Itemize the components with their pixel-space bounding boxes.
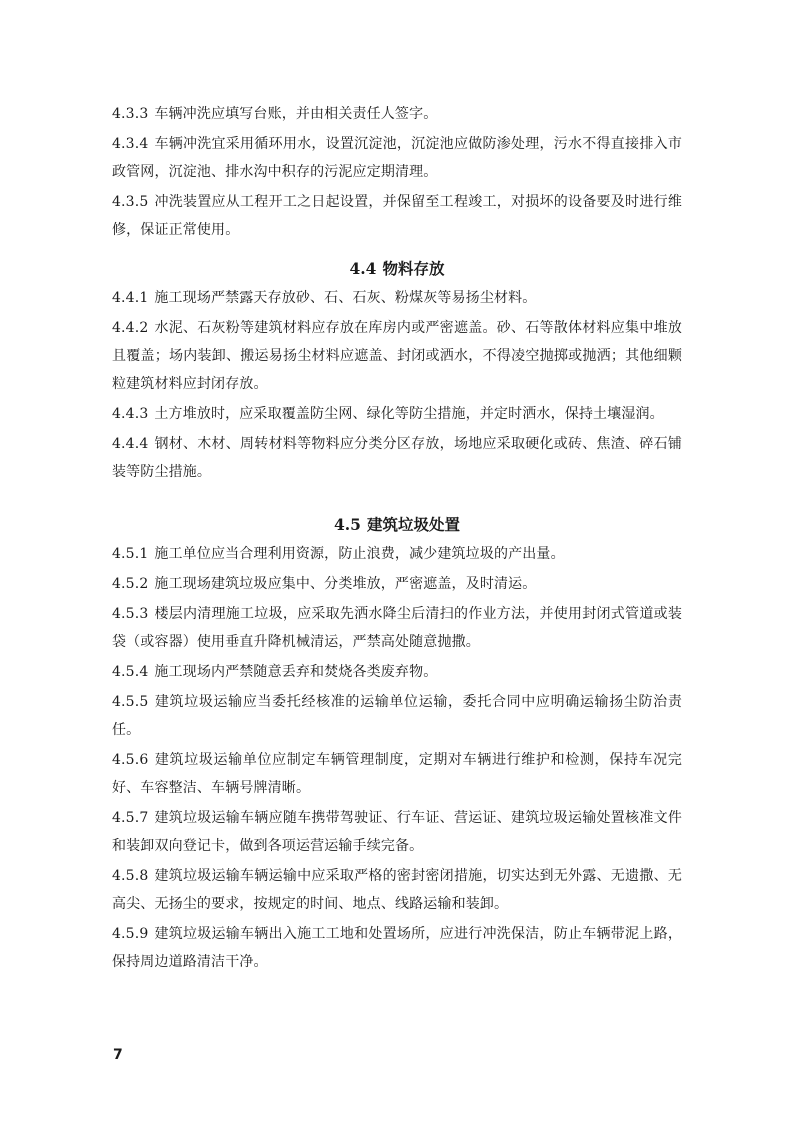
clause-text: 水泥、石灰粉等建筑材料应存放在库房内或严密遮盖。砂、石等散体材料应集中堆放且覆盖；场内装卸、搬运易扬尘材料应遮盖、封闭或洒水，不得凌空抛掷或抛洒；其他细颗粒建筑材料应封闭存放。 — [112, 320, 682, 392]
clause-4-3-3 — [112, 100, 682, 128]
clause-text: 车辆冲洗宜采用循环用水，设置沉淀池，沉淀池应做防渗处理，污水不得直接排入市政管网，沉淀池、排水沟中积存的污泥应定期清理。 — [112, 136, 682, 180]
clause-number: 4.5.9 — [112, 926, 149, 942]
clause-number: 4.4.2 — [112, 320, 149, 336]
clause-text: 施工现场严禁露天存放砂、石、石灰、粉煤灰等易扬尘材料。 — [154, 290, 537, 306]
section-heading-4-5 — [112, 512, 682, 538]
clause-text: 车辆冲洗应填写台账，并由相关责任人签字。 — [154, 106, 438, 122]
clause-number: 4.5.8 — [112, 868, 149, 884]
clause-text: 建筑垃圾运输车辆出入施工工地和处置场所，应进行冲洗保洁，防止车辆带泥上路，保持周边道路清洁干净。 — [112, 926, 682, 970]
clause-number: 4.5.5 — [112, 694, 149, 710]
clause-text: 冲洗装置应从工程开工之日起设置，并保留至工程竣工，对损坏的设备要及时进行维修，保证正常使用。 — [112, 194, 682, 238]
clause-number: 4.5.2 — [112, 576, 149, 592]
clause-text: 建筑垃圾运输车辆应随车携带驾驶证、行车证、营运证、建筑垃圾运输处置核准文件和装卸双向登记卡，做到各项运营运输手续完备。 — [112, 810, 682, 854]
clause-4-5-1 — [112, 540, 682, 568]
section-number: 4.4 — [349, 259, 377, 278]
section-4-4 — [112, 256, 682, 486]
clause-text: 建筑垃圾运输单位应制定车辆管理制度，定期对车辆进行维护和检测，保持车况完好、车容整洁、车辆号牌清晰。 — [112, 752, 682, 796]
clause-4-4-4 — [112, 430, 682, 486]
clause-4-5-2 — [112, 570, 682, 598]
clause-text: 施工现场建筑垃圾应集中、分类堆放，严密遮盖，及时清运。 — [154, 576, 537, 592]
clause-text: 施工单位应当合理利用资源，防止浪费，减少建筑垃圾的产出量。 — [154, 546, 565, 562]
clause-4-3-5 — [112, 188, 682, 244]
clause-text: 建筑垃圾运输车辆运输中应采取严格的密封密闭措施，切实达到无外露、无遗撒、无高尖、无扬尘的要求，按规定的时间、地点、线路运输和装卸。 — [112, 868, 682, 912]
section-title: 物料存放 — [382, 259, 445, 278]
clause-number: 4.5.6 — [112, 752, 149, 768]
clause-4-5-8 — [112, 862, 682, 918]
section-4-3-continued — [112, 100, 682, 244]
clause-number: 4.4.4 — [112, 436, 149, 452]
page-content — [112, 100, 682, 978]
section-title: 建筑垃圾处置 — [366, 515, 460, 534]
page-number: 7 — [113, 1047, 123, 1063]
clause-number: 4.4.1 — [112, 290, 149, 306]
clause-number: 4.4.3 — [112, 406, 149, 422]
section-heading-4-4 — [112, 256, 682, 282]
clause-4-5-9 — [112, 920, 682, 976]
clause-number: 4.3.4 — [112, 136, 149, 152]
clause-number: 4.5.1 — [112, 546, 149, 562]
clause-4-4-1 — [112, 284, 682, 312]
clause-4-5-5 — [112, 688, 682, 744]
clause-text: 土方堆放时，应采取覆盖防尘网、绿化等防尘措施，并定时洒水，保持土壤湿润。 — [154, 406, 664, 422]
clause-number: 4.3.5 — [112, 194, 149, 210]
clause-4-3-4 — [112, 130, 682, 186]
clause-number: 4.3.3 — [112, 106, 149, 122]
clause-text: 施工现场内严禁随意丢弃和焚烧各类废弃物。 — [154, 664, 438, 680]
clause-4-5-4 — [112, 658, 682, 686]
section-4-5 — [112, 512, 682, 976]
clause-4-4-2 — [112, 314, 682, 398]
clause-text: 建筑垃圾运输应当委托经核准的运输单位运输，委托合同中应明确运输扬尘防治责任。 — [112, 694, 682, 738]
clause-text: 钢材、木材、周转材料等物料应分类分区存放，场地应采取硬化或砖、焦渣、碎石铺装等防尘措施。 — [112, 436, 682, 480]
clause-number: 4.5.4 — [112, 664, 149, 680]
section-number: 4.5 — [334, 515, 361, 534]
clause-4-5-7 — [112, 804, 682, 860]
clause-4-4-3 — [112, 400, 682, 428]
clause-number: 4.5.3 — [112, 606, 149, 622]
clause-text: 楼层内清理施工垃圾，应采取先洒水降尘后清扫的作业方法，并使用封闭式管道或装袋（或容器）使用垂直升降机械清运，严禁高处随意抛撒。 — [112, 606, 682, 650]
clause-number: 4.5.7 — [112, 810, 149, 826]
clause-4-5-3 — [112, 600, 682, 656]
clause-4-5-6 — [112, 746, 682, 802]
